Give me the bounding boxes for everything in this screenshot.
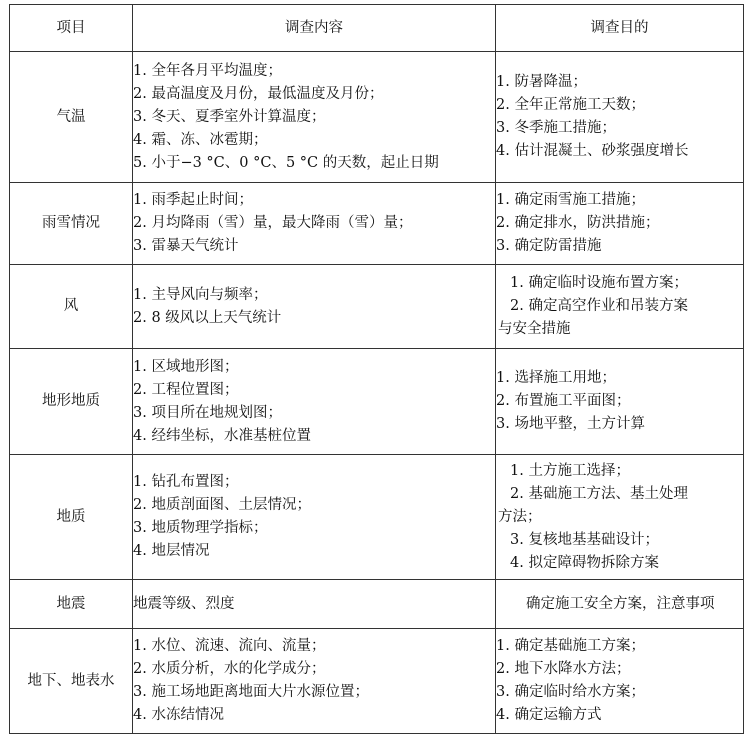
row-content [133, 349, 496, 455]
purpose-line: 1. 确定临时设施布置方案； [510, 275, 688, 291]
purpose-line: 3. 冬季施工措施； [496, 120, 616, 136]
table-row [10, 183, 744, 265]
content-line: 1. 钻孔布置图； [133, 474, 239, 490]
row-item: 地震 [10, 580, 133, 629]
purpose-line: 1. 确定雨雪施工措施； [496, 192, 645, 208]
row-content [133, 52, 496, 183]
purpose-line: 1. 选择施工用地； [496, 370, 616, 386]
content-line: 1. 水位、流速、流向、流量； [133, 638, 326, 654]
row-purpose [496, 52, 744, 183]
content-line: 4. 水冻结情况 [133, 707, 224, 723]
purpose-line: 2. 确定高空作业和吊装方案 [510, 298, 688, 314]
purpose-line: 3. 复核地基基础设计； [510, 531, 659, 548]
content-line: 1. 区域地形图； [133, 358, 239, 375]
content-line: 2. 地质剖面图、土层情况； [133, 497, 311, 513]
survey-table [9, 4, 744, 734]
header-purpose: 调查目的 [496, 5, 744, 52]
content-line: 2. 工程位置图； [133, 381, 239, 398]
row-item: 地形地质 [10, 349, 133, 455]
table-row [10, 349, 744, 455]
content-line: 3. 项目所在地规划图； [133, 404, 282, 421]
table-row [10, 52, 744, 183]
purpose-line: 3. 确定防雷措施 [496, 238, 602, 254]
row-item: 地下、地表水 [10, 629, 133, 734]
purpose-line: 1. 防暑降温； [496, 74, 587, 90]
row-purpose [496, 580, 744, 629]
content-line: 2. 水质分析，水的化学成分； [133, 661, 326, 677]
content-line: 地震等级、烈度 [133, 595, 235, 612]
purpose-line: 确定施工安全方案，注意事项 [526, 595, 715, 612]
content-line: 1. 雨季起止时间； [133, 192, 253, 208]
content-line: 1. 主导风向与频率； [133, 286, 268, 303]
row-content [133, 455, 496, 580]
purpose-line: 4. 估计混凝土、砂浆强度增长 [496, 143, 689, 159]
header-content: 调查内容 [133, 5, 496, 52]
purpose-line: 2. 布置施工平面图； [496, 393, 631, 409]
row-content [133, 183, 496, 265]
row-content [133, 265, 496, 349]
content-line: 4. 地层情况 [133, 543, 210, 559]
content-line: 2. 8 级风以上天气统计 [133, 309, 282, 326]
content-line: 4. 霜、冻、冰雹期； [133, 131, 268, 148]
row-purpose [496, 629, 744, 734]
row-content [133, 629, 496, 734]
content-line: 2. 月均降雨（雪）量，最大降雨（雪）量； [133, 215, 413, 231]
purpose-line: 3. 场地平整，土方计算 [496, 416, 645, 432]
purpose-line: 2. 确定排水，防洪措施； [496, 215, 660, 231]
row-purpose [496, 349, 744, 455]
header-row [10, 5, 744, 52]
purpose-line: 与安全措施 [498, 321, 571, 337]
row-item: 气温 [10, 52, 133, 183]
content-line: 3. 雷暴天气统计 [133, 238, 239, 254]
purpose-line: 1. 确定基础施工方案； [496, 638, 645, 654]
row-purpose [496, 455, 744, 580]
table-row [10, 455, 744, 580]
content-line: 1. 全年各月平均温度； [133, 62, 282, 79]
purpose-line: 1. 土方施工选择； [510, 462, 630, 479]
content-line: 4. 经纬坐标，水准基桩位置 [133, 427, 311, 444]
content-line: 3. 地质物理学指标； [133, 520, 268, 536]
row-purpose [496, 183, 744, 265]
row-item: 地质 [10, 455, 133, 580]
content-line: 2. 最高温度及月份，最低温度及月份； [133, 85, 384, 102]
content-line: 3. 施工场地距离地面大片水源位置； [133, 684, 369, 700]
purpose-line: 2. 全年正常施工天数； [496, 97, 645, 113]
table-row [10, 265, 744, 349]
header-item: 项目 [10, 5, 133, 52]
row-content [133, 580, 496, 629]
table-row [10, 580, 744, 629]
content-line: 3. 冬天、夏季室外计算温度； [133, 108, 326, 125]
purpose-line: 4. 拟定障碍物拆除方案 [510, 554, 659, 571]
row-item: 雨雪情况 [10, 183, 133, 265]
purpose-line: 3. 确定临时给水方案； [496, 684, 645, 700]
table-row [10, 629, 744, 734]
row-purpose [496, 265, 744, 349]
row-item: 风 [10, 265, 133, 349]
purpose-line: 方法； [498, 508, 542, 525]
purpose-line: 2. 地下水降水方法； [496, 661, 631, 677]
content-line: 5. 小于−3 °C、0 °C、5 °C 的天数，起止日期 [133, 154, 439, 171]
purpose-line: 4. 确定运输方式 [496, 707, 602, 723]
purpose-line: 2. 基础施工方法、基土处理 [510, 485, 688, 502]
